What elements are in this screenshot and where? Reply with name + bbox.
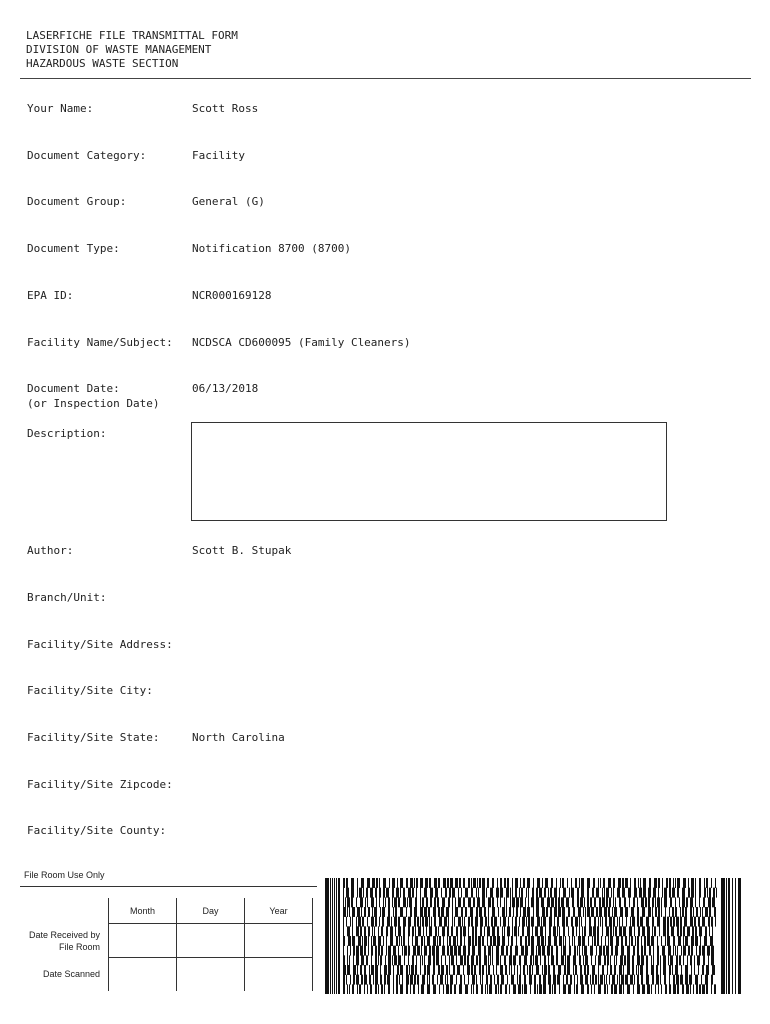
date-scanned-year[interactable] xyxy=(245,958,313,992)
document-group-value: General (G) xyxy=(192,195,265,208)
day-header: Day xyxy=(177,898,245,924)
site-state-value: North Carolina xyxy=(192,731,285,744)
file-room-title: File Room Use Only xyxy=(24,870,105,880)
file-room-table xyxy=(24,898,313,991)
form-title: LASERFICHE FILE TRANSMITTAL FORM xyxy=(26,29,238,42)
your-name-value: Scott Ross xyxy=(192,102,259,115)
site-state-label: Facility/Site State: xyxy=(27,731,160,744)
facility-name-value: NCDSCA CD600095 (Family Cleaners) xyxy=(192,336,411,349)
document-date-label: Document Date: xyxy=(27,382,120,395)
epa-id-value: NCR000169128 xyxy=(192,289,272,302)
site-county-label: Facility/Site County: xyxy=(27,824,167,837)
date-received-day[interactable] xyxy=(177,924,245,958)
date-scanned-label: Date Scanned xyxy=(42,969,100,980)
document-date-value: 06/13/2018 xyxy=(192,382,259,395)
document-group-label: Document Group: xyxy=(27,195,127,208)
date-received-year[interactable] xyxy=(245,924,313,958)
date-received-label: Date Received by File Room xyxy=(28,929,100,952)
document-type-value: Notification 8700 (8700) xyxy=(192,242,351,255)
division-name: DIVISION OF WASTE MANAGEMENT xyxy=(26,43,212,56)
facility-name-label: Facility Name/Subject: xyxy=(27,336,173,349)
your-name-label: Your Name: xyxy=(27,102,94,115)
document-type-label: Document Type: xyxy=(27,242,120,255)
file-room-corner xyxy=(24,898,109,924)
site-address-label: Facility/Site Address: xyxy=(27,638,173,651)
author-value: Scott B. Stupak xyxy=(192,544,292,557)
epa-id-label: EPA ID: xyxy=(27,289,74,302)
pdf417-barcode xyxy=(325,878,741,994)
site-zipcode-label: Facility/Site Zipcode: xyxy=(27,778,173,791)
description-box[interactable] xyxy=(191,422,667,521)
month-header: Month xyxy=(109,898,177,924)
date-received-month[interactable] xyxy=(109,924,177,958)
site-city-label: Facility/Site City: xyxy=(27,684,153,697)
section-name: HAZARDOUS WASTE SECTION xyxy=(26,57,179,70)
form-header xyxy=(26,29,238,71)
document-category-value: Facility xyxy=(192,149,245,162)
description-label: Description: xyxy=(27,427,107,440)
date-scanned-month[interactable] xyxy=(109,958,177,992)
document-date-sublabel: (or Inspection Date) xyxy=(27,397,160,410)
author-label: Author: xyxy=(27,544,74,557)
branch-unit-label: Branch/Unit: xyxy=(27,591,107,604)
year-header: Year xyxy=(245,898,313,924)
date-scanned-day[interactable] xyxy=(177,958,245,992)
header-divider xyxy=(20,78,751,79)
file-room-divider xyxy=(20,886,317,887)
document-category-label: Document Category: xyxy=(27,149,147,162)
